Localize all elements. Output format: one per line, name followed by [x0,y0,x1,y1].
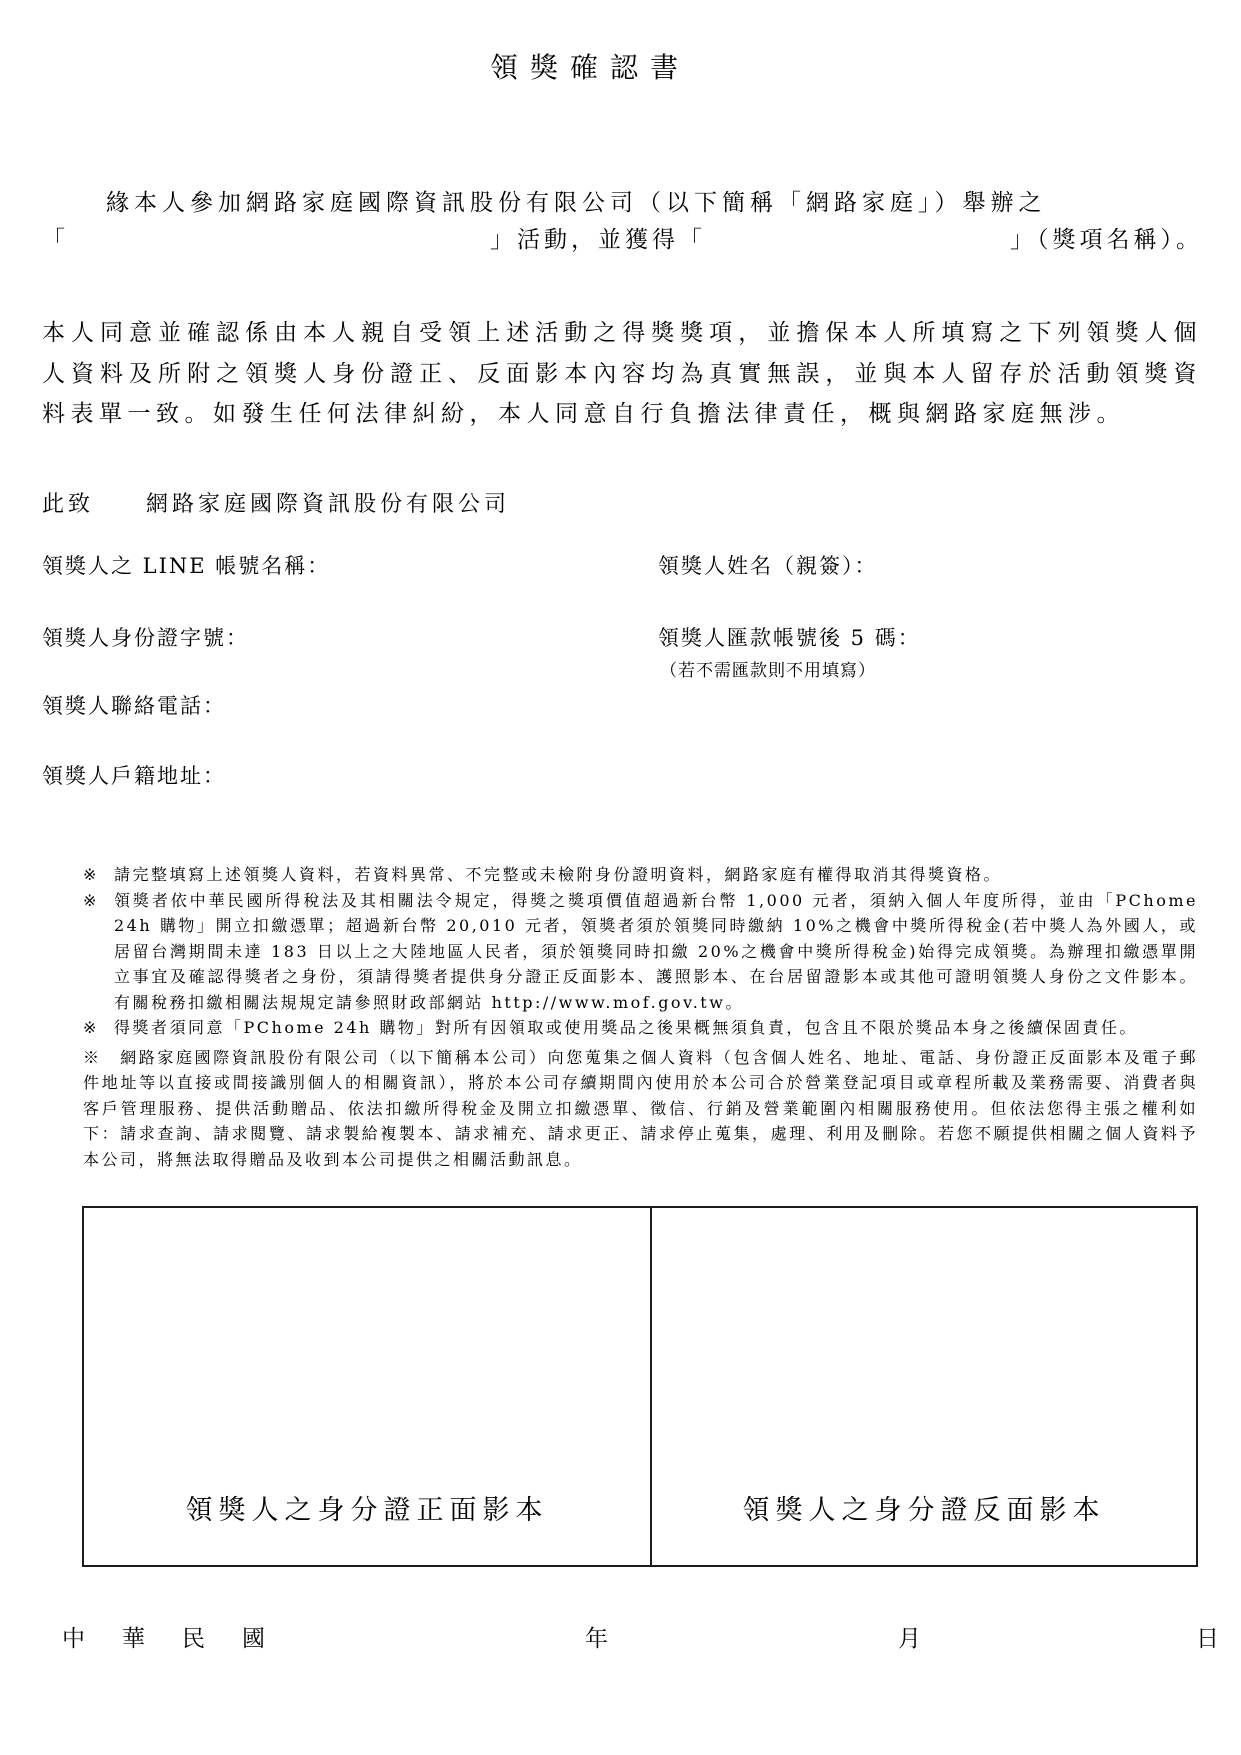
note-text-1: 請完整填寫上述領獎人資料，若資料異常、不完整或未檢附身份證明資料，網路家庭有權得取消其得獎資格。 [114,865,1003,884]
note-4-space [102,1048,121,1067]
id-back-label: 領獎人之身分證反面影本 [742,1495,1106,1526]
note-marker: ※ [83,1047,102,1067]
note-marker: ※ [83,865,99,884]
field-bank-last5-label: 領獎人匯款帳號後 5 碼： [658,626,921,650]
id-front-label: 領獎人之身分證正面影本 [185,1495,549,1526]
note-text-2-body: 領獎者依中華民國所得稅法及其相關法令規定，得獎之獎項價值超過新台幣 1,000 元者，須納入個人年度所得，並由「PChome 24h 購物」開立扣繳憑單；超過新台幣 20,010 元者，領獎者須於領獎同時繳納 10%之機會中獎所得稅金(若中獎人為外國人，或居留台灣期間未達 183 日以上之大陸地區人民者，須於領獎同時扣繳 20%之機會中獎所得稅金)始得完成領獎。為辦理扣繳憑單開立事宜及確認得獎者之身份，須請得獎者提供身分證正反面影本、護照影本、在台居留證影本或其他可證明領獎人身份之文件影本。有關稅務扣繳相關法規規定請參照財政部網站 [114,890,1198,1012]
date-era-label: 中華民國 [62,1626,302,1652]
page-title: 領獎確認書 [489,51,690,84]
notes-section [83,862,1198,1172]
date-day-label: 日 [1196,1626,1219,1652]
id-front-box [84,1208,652,1565]
note-item-4 [83,1045,1198,1173]
field-line-account-label: 領獎人之 LINE 帳號名稱： [42,554,331,578]
note-item-3 [83,1015,1198,1041]
note-item-2 [83,888,1198,1016]
field-bank-last5-note: （若不需匯款則不用填寫） [660,661,876,681]
intro-line-1: 緣本人參加網路家庭國際資訊股份有限公司（以下簡稱「網路家庭」）舉辦之 [106,190,1047,216]
date-month-label: 月 [898,1626,921,1652]
date-year-label: 年 [585,1626,608,1652]
note-text-2-suffix: 。 [725,992,744,1012]
activity-open-bracket: 「 [42,227,69,253]
note-text-4: 網路家庭國際資訊股份有限公司（以下簡稱本公司）向您蒐集之個人資料（包含個人姓名、地址、電話、身份證正反面影本及電子郵件地址等以直接或間接識別個人的相關資訊），將於本公司存續期間內使用於本公司合於營業登記項目或章程所載及業務需要、消費者與客戶管理服務、提供活動贈品、依法扣繳所得稅金及開立扣繳憑單、徵信、行銷及營業範圍內相關服務使用。但依法您得主張之權利如下：請求查詢、請求閱覽、請求製給複製本、請求補充、請求更正、請求停止蒐集，處理、利用及刪除。若您不願提供相關之個人資料予本公司，將無法取得贈品及收到本公司提供之相關活動訊息。 [83,1047,1198,1169]
note-text-2 [114,888,1198,1016]
note-marker: ※ [83,1018,99,1037]
agreement-paragraph: 本人同意並確認係由本人親自受領上述活動之得獎獎項，並擔保本人所填寫之下列領獎人個人資料及所附之領獎人身份證正、反面影本內容均為真實無誤，並與本人留存於活動領獎資料表單一致。如發生任何法律糾紛，本人同意自行負擔法律責任，概與網路家庭無涉。 [42,320,1202,427]
addressee-line: 此致 網路家庭國際資訊股份有限公司 [42,492,511,517]
activity-mid-text: 」活動，並獲得「 [490,227,706,253]
id-back-box [652,1208,1196,1565]
field-address-label: 領獎人戶籍地址： [42,764,226,788]
id-copy-box [82,1206,1198,1567]
field-phone-label: 領獎人聯絡電話： [42,694,226,718]
field-id-number-label: 領獎人身份證字號： [42,626,249,650]
prize-end-text: 」（獎項名稱）。 [1010,227,1203,253]
field-name-label: 領獎人姓名（親簽）： [658,554,878,578]
note-item-1 [83,862,1198,888]
note-marker: ※ [83,890,99,910]
note-text-3: 得獎者須同意「PChome 24h 購物」對所有因領取或使用獎品之後果概無須負責，包含且不限於獎品本身之後續保固責任。 [114,1018,1138,1037]
mof-url: http://www.mof.gov.tw [491,992,726,1012]
